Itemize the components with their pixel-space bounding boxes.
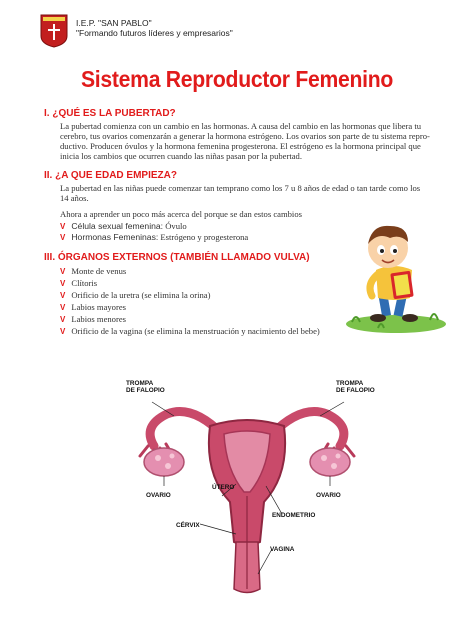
check-icon: V [60, 291, 66, 300]
check-icon: V [60, 279, 66, 288]
section-1-text-line: ductivo. Producen óvulos y la hormona femenina progesterona. El estrógeno es la hormona principal que [60, 141, 421, 151]
section-3-heading: III. ÓRGANOS EXTERNOS (TAMBIÉN LLAMADO VULVA) [44, 252, 310, 263]
check-icon: V [60, 303, 66, 312]
label-trompa-left: TROMPA DE FALOPIO [126, 380, 165, 395]
check-icon: V [60, 233, 66, 242]
label-utero: ÚTERO [212, 484, 235, 491]
school-logo [40, 14, 68, 48]
list-item: V Labios mayores [60, 302, 126, 312]
section-1-text-line: La pubertad comienza con un cambio en las hormonas. A causa del cambio en las hormonas que libera tu [60, 121, 422, 131]
check-icon: V [60, 222, 66, 231]
list-item: V Monte de venus [60, 266, 127, 276]
list-item: V Labios menores [60, 314, 126, 324]
section-2-intro: Ahora a aprender un poco más acerca del porque se dan estos cambios [60, 209, 302, 219]
check-icon: V [60, 267, 66, 276]
label-ovario-right: OVARIO [316, 492, 341, 499]
label-endometrio: ENDOMETRIO [272, 512, 316, 519]
label-vagina: VAGINA [270, 546, 295, 553]
section-1-text-line: inicia los cambios que ocurren cuando las niñas pasan por la pubertad. [60, 151, 302, 161]
section-2-text-line: La pubertad en las niñas puede comenzar tan temprano como los 7 u 8 años de edad o tan tarde como los [60, 183, 421, 193]
check-icon: V [60, 315, 66, 324]
label-ovario-left: OVARIO [146, 492, 171, 499]
section-2-text-line: 14 años. [60, 193, 89, 203]
section-1-text-line: cerebro, tus ovarios comenzarán a generar la hormona estrógeno. Los ovarios son parte de tu sistema repro- [60, 131, 430, 141]
page-title: Sistema Reproductor Femenino [80, 66, 394, 92]
school-info [76, 18, 233, 38]
list-item: V Orificio de la vagina (se elimina la menstruación y nacimiento del bebe) [60, 326, 320, 336]
list-item: V Célula sexual femenina: Óvulo [60, 221, 187, 231]
label-cervix: CÉRVIX [176, 522, 200, 529]
child-reading-illustration [338, 212, 448, 342]
check-icon: V [60, 327, 66, 336]
list-item: V Orificio de la uretra (se elimina la orina) [60, 290, 211, 300]
section-1-heading: I. ¿QUÉ ES LA PUBERTAD? [44, 108, 176, 119]
school-motto: "Formando futuros líderes y empresarios" [76, 28, 233, 38]
school-name: I.E.P. "SAN PABLO" [76, 18, 152, 28]
list-item: V Hormonas Femeninas: Estrógeno y progesterona [60, 232, 249, 242]
section-2-heading: II. ¿A QUE EDAD EMPIEZA? [44, 170, 177, 181]
label-trompa-right: TROMPA DE FALOPIO [336, 380, 375, 395]
list-item: V Clítoris [60, 278, 98, 288]
